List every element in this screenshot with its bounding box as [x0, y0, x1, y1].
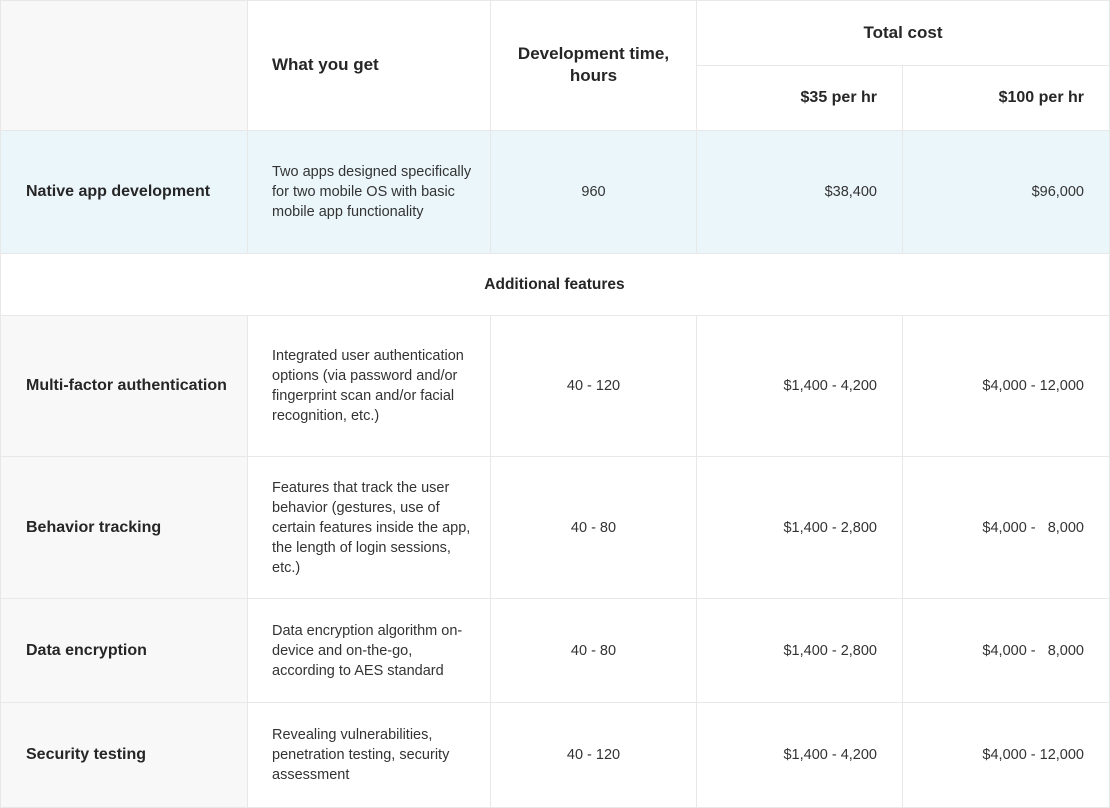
feature-row-description: Revealing vulnerabilities, penetration testing, security assessment	[248, 703, 491, 808]
section-title: Additional features	[484, 275, 625, 293]
feature-row-hours: 40 - 80	[491, 457, 697, 599]
header-total-cost-label: Total cost	[863, 22, 943, 42]
header-what-you-get	[248, 0, 491, 131]
feature-row-description: Features that track the user behavior (gestures, use of certain features inside the app, the length of login sessions, etc.)	[248, 457, 491, 599]
native-row-cost-high: $96,000	[903, 131, 1110, 254]
feature-row-cost-low: $1,400 - 4,200	[697, 703, 903, 808]
header-rate-high-label: $100 per hr	[998, 89, 1084, 106]
header-dev-time	[491, 0, 697, 131]
feature-row-hours: 40 - 120	[491, 316, 697, 457]
header-rate-low-label: $35 per hr	[800, 89, 877, 106]
native-row-hours: 960	[491, 131, 697, 254]
feature-row-label: Security testing	[0, 703, 248, 808]
section-additional-features	[0, 254, 1110, 316]
header-what-you-get-label: What you get	[272, 55, 379, 74]
header-dev-time-label: Development time, hours	[517, 44, 670, 85]
feature-row-hours: 40 - 80	[491, 599, 697, 703]
feature-row-description: Integrated user authentication options (via password and/or fingerprint scan and/or facial recognition, etc.)	[248, 316, 491, 457]
feature-row-label: Multi-factor authentication	[0, 316, 248, 457]
header-rate-high	[903, 66, 1110, 131]
feature-row-label: Behavior tracking	[0, 457, 248, 599]
header-rate-low	[697, 66, 903, 131]
feature-row-label: Data encryption	[0, 599, 248, 703]
feature-row-cost-high: $4,000 - 12,000	[903, 703, 1110, 808]
header-total-cost	[697, 0, 1110, 66]
native-row-description: Two apps designed specifically for two mobile OS with basic mobile app functionality	[248, 131, 491, 254]
feature-row-cost-high: $4,000 - 8,000	[903, 457, 1110, 599]
feature-row-cost-low: $1,400 - 4,200	[697, 316, 903, 457]
feature-row-cost-low: $1,400 - 2,800	[697, 599, 903, 703]
header-corner	[0, 0, 248, 131]
native-row-label: Native app development	[0, 131, 248, 254]
native-row-cost-low: $38,400	[697, 131, 903, 254]
feature-row-description: Data encryption algorithm on-device and on-the-go, according to AES standard	[248, 599, 491, 703]
feature-row-cost-low: $1,400 - 2,800	[697, 457, 903, 599]
feature-row-cost-high: $4,000 - 8,000	[903, 599, 1110, 703]
feature-row-cost-high: $4,000 - 12,000	[903, 316, 1110, 457]
feature-row-hours: 40 - 120	[491, 703, 697, 808]
